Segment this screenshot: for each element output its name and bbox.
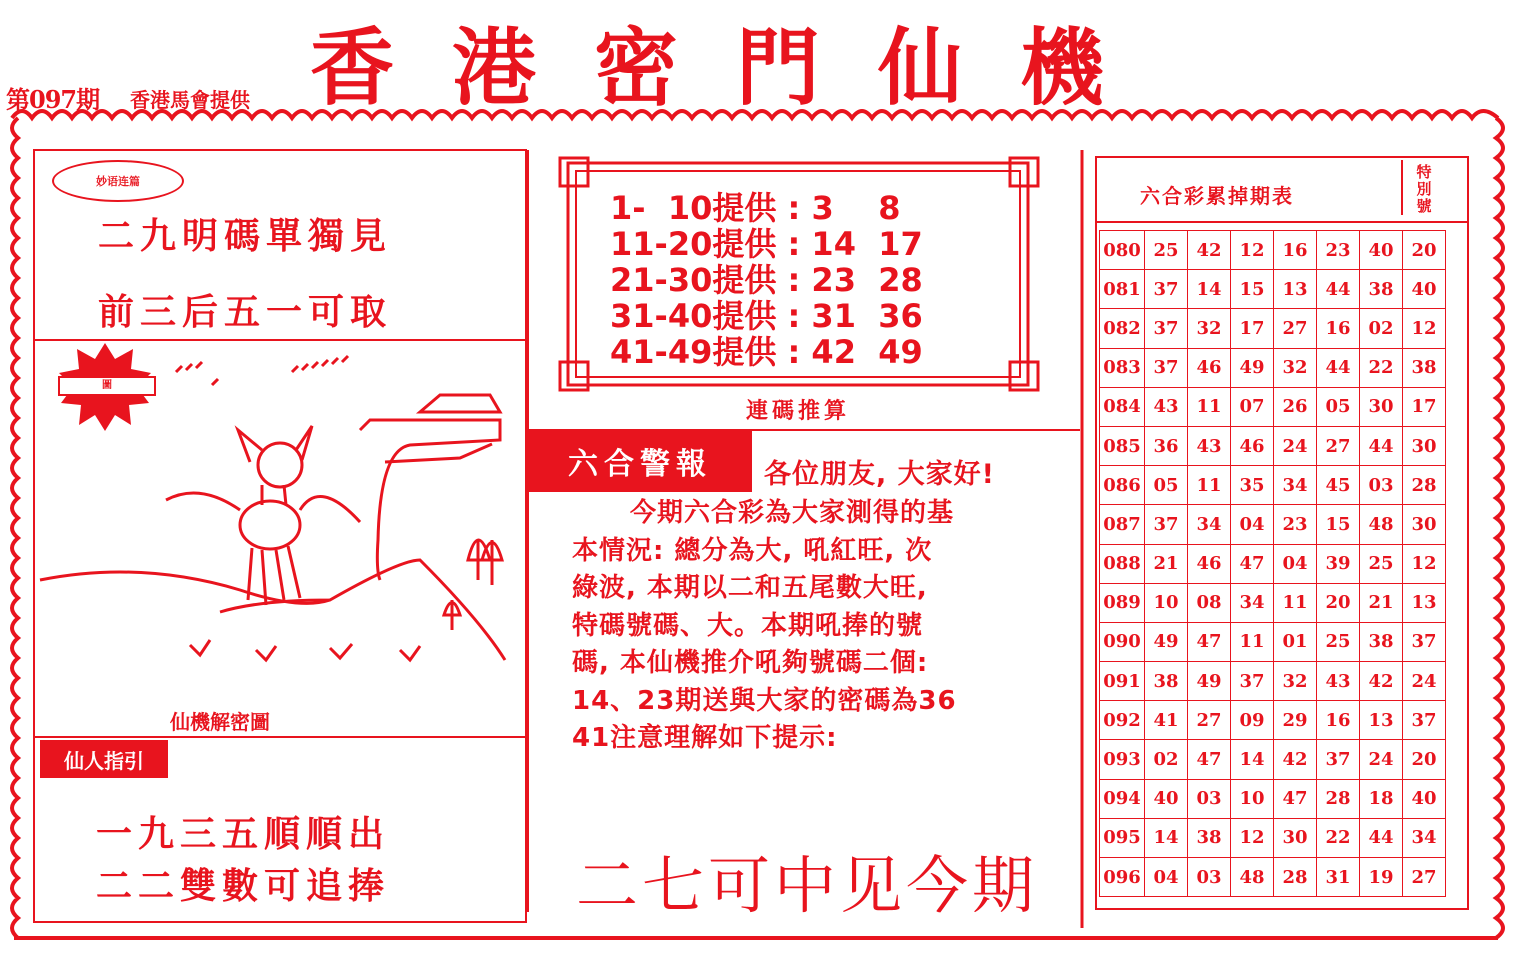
period-cell: 080 [1100,231,1145,270]
number-cell: 40 [1145,779,1188,818]
number-cell: 29 [1274,701,1317,740]
bottom-slogan: 二七可中见今期 [576,849,1039,922]
period-cell: 093 [1100,740,1145,779]
number-cell: 23 [1317,231,1360,270]
number-cell: 12 [1403,309,1446,348]
number-cell: 44 [1317,270,1360,309]
number-cell: 38 [1360,622,1403,661]
period-cell: 094 [1100,779,1145,818]
period-cell: 082 [1100,309,1145,348]
number-cell: 24 [1403,662,1446,701]
number-cell: 49 [1188,662,1231,701]
page-title: 香港密門仙機 [310,19,1163,117]
history-table [1099,230,1446,897]
period-cell: 091 [1100,662,1145,701]
number-cell: 09 [1231,701,1274,740]
table-row [1100,426,1446,465]
number-cell: 45 [1317,466,1360,505]
number-cell: 03 [1360,466,1403,505]
message-line: 綠波, 本期以二和五尾數大旺, [572,573,928,603]
number-cell: 37 [1403,622,1446,661]
stamp-label: 妙语连篇 [52,160,184,202]
period-cell: 081 [1100,270,1145,309]
number-cell: 11 [1188,466,1231,505]
number-cell: 25 [1317,622,1360,661]
number-cell: 41 [1145,701,1188,740]
number-cell: 19 [1360,858,1403,897]
period-cell: 095 [1100,818,1145,857]
table-row [1100,662,1446,701]
number-cell: 37 [1145,270,1188,309]
number-cell: 03 [1188,779,1231,818]
number-cell: 49 [1231,348,1274,387]
number-cell: 04 [1145,858,1188,897]
number-cell: 11 [1274,583,1317,622]
number-cell: 39 [1317,544,1360,583]
number-cell: 35 [1231,466,1274,505]
number-cell: 30 [1403,426,1446,465]
period-cell: 090 [1100,622,1145,661]
table-title: 六合彩累掉期表 [1140,184,1294,208]
number-cell: 18 [1360,779,1403,818]
guide-line-1: 一九三五順順出 [96,814,391,855]
message-line: 14、23期送與大家的密碼為36 [572,685,957,716]
number-cell: 04 [1231,505,1274,544]
provide-row: 1- 10提供 : 3 8 [610,189,901,227]
number-cell: 40 [1403,270,1446,309]
number-cell: 11 [1188,387,1231,426]
number-cell: 13 [1274,270,1317,309]
period-cell: 096 [1100,858,1145,897]
number-cell: 25 [1360,544,1403,583]
number-cell: 30 [1360,387,1403,426]
number-cell: 38 [1145,662,1188,701]
number-cell: 24 [1360,740,1403,779]
number-cell: 27 [1188,701,1231,740]
number-cell: 32 [1274,662,1317,701]
number-cell: 22 [1360,348,1403,387]
number-cell: 17 [1403,387,1446,426]
table-row [1100,466,1446,505]
number-cell: 15 [1231,270,1274,309]
number-cell: 21 [1145,544,1188,583]
number-cell: 34 [1403,818,1446,857]
number-cell: 46 [1188,544,1231,583]
number-cell: 17 [1231,309,1274,348]
provide-row: 21-30提供 : 23 28 [610,261,923,299]
number-cell: 04 [1274,544,1317,583]
number-cell: 10 [1231,779,1274,818]
period-cell: 083 [1100,348,1145,387]
table-row [1100,309,1446,348]
period-cell: 092 [1100,701,1145,740]
number-cell: 47 [1231,544,1274,583]
frame-right-edge [1496,118,1503,938]
number-cell: 37 [1317,740,1360,779]
number-cell: 16 [1317,309,1360,348]
number-cell: 12 [1231,231,1274,270]
number-cell: 26 [1274,387,1317,426]
number-cell: 20 [1403,231,1446,270]
number-cell: 14 [1145,818,1188,857]
number-cell: 48 [1231,858,1274,897]
number-cell: 43 [1317,662,1360,701]
greeting: 各位朋友, 大家好! [764,459,995,490]
number-cell: 32 [1188,309,1231,348]
table-row [1100,779,1446,818]
number-cell: 21 [1360,583,1403,622]
prediction-line-1: 二九明碼單獨見 [98,216,393,257]
number-cell: 37 [1231,662,1274,701]
number-cell: 46 [1188,348,1231,387]
message-line: 特碼號碼、大。本期吼捧的號 [572,610,924,641]
table-row [1100,818,1446,857]
period-cell: 084 [1100,387,1145,426]
table-row [1100,701,1446,740]
number-cell: 43 [1188,426,1231,465]
number-cell: 47 [1188,740,1231,779]
provide-row: 31-40提供 : 31 36 [610,297,923,335]
frame-left-edge [12,118,18,938]
number-cell: 08 [1188,583,1231,622]
number-cell: 49 [1145,622,1188,661]
number-cell: 37 [1403,701,1446,740]
number-cell: 43 [1145,387,1188,426]
number-cell: 34 [1231,583,1274,622]
number-cell: 36 [1145,426,1188,465]
number-cell: 38 [1360,270,1403,309]
alert-tag: 六合警報 [528,430,752,492]
number-cell: 42 [1360,662,1403,701]
number-cell: 44 [1317,348,1360,387]
table-row [1100,505,1446,544]
number-cell: 07 [1231,387,1274,426]
provide-row: 41-49提供 : 42 49 [610,333,923,371]
period-cell: 085 [1100,426,1145,465]
provide-list [610,190,923,370]
issue-number: 第097期 [6,85,100,114]
number-cell: 16 [1274,231,1317,270]
number-cell: 10 [1145,583,1188,622]
number-cell: 25 [1145,231,1188,270]
number-cell: 46 [1231,426,1274,465]
number-cell: 05 [1317,387,1360,426]
number-cell: 27 [1403,858,1446,897]
number-cell: 02 [1145,740,1188,779]
number-cell: 24 [1274,426,1317,465]
table-row [1100,270,1446,309]
message-line: 本情況: 總分為大, 吼紅旺, 次 [572,535,933,566]
number-cell: 31 [1317,858,1360,897]
number-cell: 14 [1231,740,1274,779]
number-cell: 23 [1274,505,1317,544]
number-cell: 40 [1403,779,1446,818]
number-cell: 44 [1360,818,1403,857]
period-cell: 087 [1100,505,1145,544]
number-cell: 22 [1317,818,1360,857]
table-row [1100,622,1446,661]
number-cell: 01 [1274,622,1317,661]
number-cell: 30 [1274,818,1317,857]
period-cell: 086 [1100,466,1145,505]
number-cell: 42 [1188,231,1231,270]
number-cell: 12 [1231,818,1274,857]
table-row [1100,858,1446,897]
number-cell: 13 [1403,583,1446,622]
table-row [1100,231,1446,270]
number-cell: 40 [1360,231,1403,270]
number-cell: 37 [1145,505,1188,544]
number-cell: 16 [1317,701,1360,740]
period-cell: 088 [1100,544,1145,583]
calc-caption: 連碼推算 [746,399,851,424]
message-line: 碼, 本仙機推介吼夠號碼二個: [572,648,929,678]
number-cell: 38 [1403,348,1446,387]
number-cell: 32 [1274,348,1317,387]
number-cell: 47 [1274,779,1317,818]
number-cell: 34 [1188,505,1231,544]
number-cell: 30 [1403,505,1446,544]
number-cell: 20 [1317,583,1360,622]
image-caption: 仙機解密圖 [170,710,270,734]
number-cell: 11 [1231,622,1274,661]
number-cell: 03 [1188,858,1231,897]
number-cell: 27 [1274,309,1317,348]
number-cell: 37 [1145,309,1188,348]
number-cell: 47 [1188,622,1231,661]
number-cell: 12 [1403,544,1446,583]
message-line: 41注意理解如下提示: [572,723,838,753]
number-cell: 38 [1188,818,1231,857]
provide-row: 11-20提供 : 14 17 [610,225,923,263]
table-row [1100,583,1446,622]
guide-line-2: 二二雙數可追捧 [96,866,391,907]
table-row [1100,348,1446,387]
period-cell: 089 [1100,583,1145,622]
table-row [1100,740,1446,779]
number-cell: 37 [1145,348,1188,387]
number-cell: 28 [1317,779,1360,818]
number-cell: 02 [1360,309,1403,348]
number-cell: 15 [1317,505,1360,544]
number-cell: 34 [1274,466,1317,505]
number-cell: 14 [1188,270,1231,309]
number-cell: 13 [1360,701,1403,740]
prediction-line-2: 前三后五一可取 [98,292,393,333]
table-row [1100,387,1446,426]
burst-badge-label: 圖 [58,376,156,396]
number-cell: 28 [1274,858,1317,897]
number-cell: 27 [1317,426,1360,465]
number-cell: 48 [1360,505,1403,544]
number-cell: 28 [1403,466,1446,505]
table-row [1100,544,1446,583]
number-cell: 44 [1360,426,1403,465]
special-number-label: 特別號 [1416,163,1432,215]
number-cell: 42 [1274,740,1317,779]
number-cell: 05 [1145,466,1188,505]
provider-label: 香港馬會提供 [130,88,250,112]
number-cell: 20 [1403,740,1446,779]
message-line: 今期六合彩為大家測得的基 [630,498,955,528]
message-body [572,495,1072,758]
guide-tag: 仙人指引 [40,740,168,778]
